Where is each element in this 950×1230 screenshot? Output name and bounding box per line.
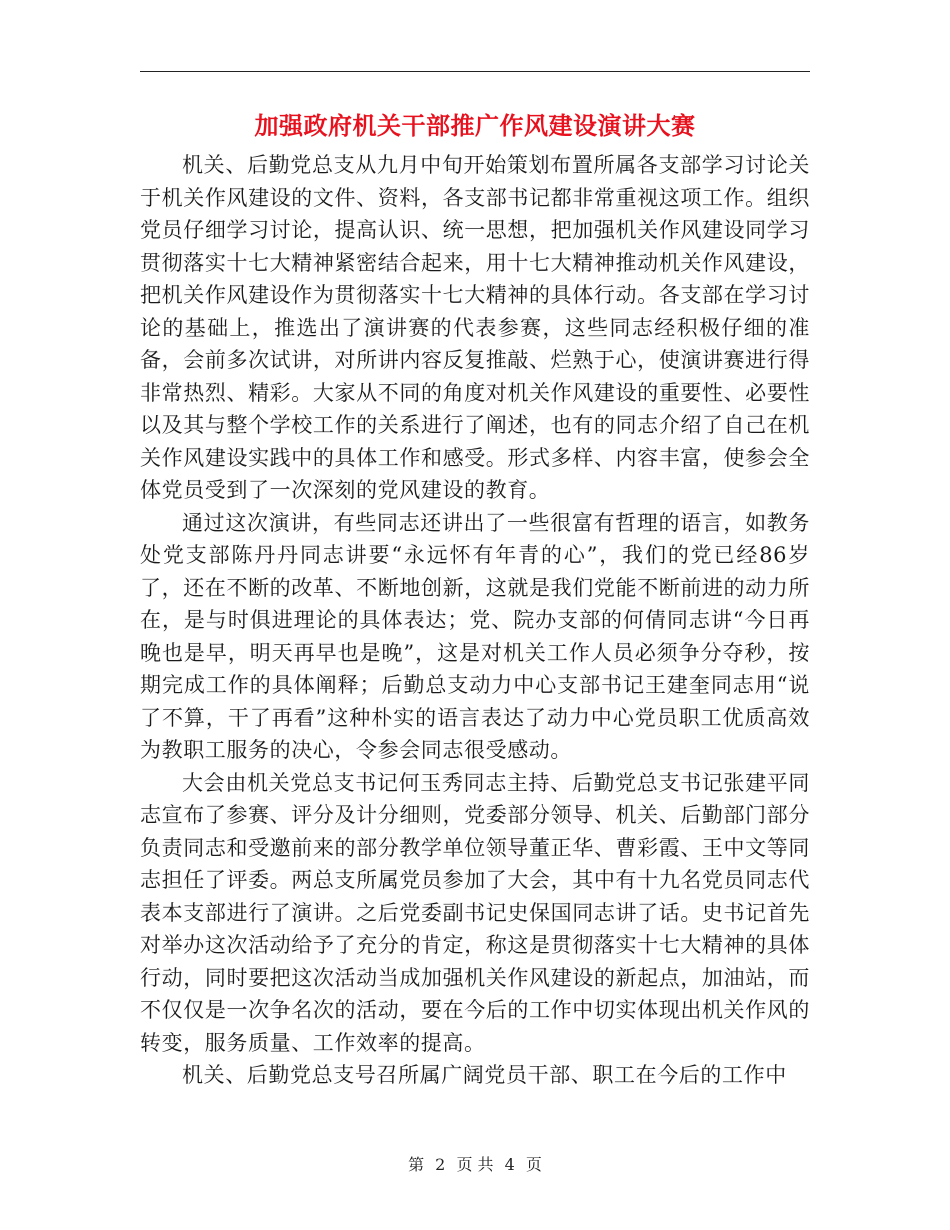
page-footer (140, 1154, 810, 1176)
footer-page-number: 2 (435, 1155, 446, 1174)
document-body (140, 149, 810, 1092)
footer-prefix: 第 (408, 1155, 425, 1174)
footer-mid: 页 共 (456, 1155, 494, 1174)
header-rule (140, 71, 810, 72)
paragraph-4: 机关、后勤党总支号召所属广阔党员干部、职工在今后的工作中 (182, 1063, 787, 1087)
paragraph-1: 机关、后勤党总支从九月中旬开始策划布置所属各支部学习讨论关于机关作风建设的文件、资料，各支部书记都非常重视这项工作。组织党员仔细学习讨论，提高认识、统一思想，把加强机关作风建设同学习贯彻落实十七大精神紧密结合起来，用十七大精神推动机关作风建设，把机关作风建设作为贯彻落实十七大精神的具体行动。各支部在学习讨论的基础上，推选出了演讲赛的代表参赛，这些同志经积极仔细的准备，会前多次试讲，对所讲内容反复推敲、烂熟于心，使演讲赛进行得非常热烈、精彩。大家从不同的角度对机关作风建设的重要性、必要性以及其与整个学校工作的关系进行了阐述，也有的同志介绍了自己在机关作风建设实践中的具体工作和感受。形式多样、内容丰富，使参会全体党员受到了一次深刻的党风建设的教育。 (140, 153, 810, 502)
footer-suffix: 页 (525, 1155, 542, 1174)
document-title: 加强政府机关干部推广作风建设演讲大赛 (254, 111, 696, 140)
paragraph-2: 通过这次演讲，有些同志还讲出了一些很富有哲理的语言，如教务处党支部陈丹丹同志讲要“永远怀有年青的心”，我们的党已经86岁了，还在不断的改革、不断地创新，这就是我们党能不断前进的动力所在，是与时俱进理论的具体表达；党、院办支部的何倩同志讲“今日再晚也是早，明天再早也是晚”，这是对机关工作人员必须争分夺秒，按期完成工作的具体阐释；后勤总支动力中心支部书记王建奎同志用“说了不算，干了再看”这种朴实的语言表达了动力中心党员职工优质高效为教职工服务的决心，令参会同志很受感动。 (140, 510, 810, 762)
paragraph-3: 大会由机关党总支书记何玉秀同志主持、后勤党总支书记张建平同志宣布了参赛、评分及计分细则，党委部分领导、机关、后勤部门部分负责同志和受邀前来的部分教学单位领导董正华、曹彩霞、王中文等同志担任了评委。两总支所属党员参加了大会，其中有十九名党员同志代表本支部进行了演讲。之后党委副书记史保国同志讲了话。史书记首先对举办这次活动给予了充分的肯定，称这是贯彻落实十七大精神的具体行动，同时要把这次活动当成加强机关作风建设的新起点，加油站，而不仅仅是一次争名次的活动，要在今后的工作中切实体现出机关作风的转变，服务质量、工作效率的提高。 (140, 770, 810, 1055)
footer-total-pages: 4 (504, 1155, 515, 1174)
